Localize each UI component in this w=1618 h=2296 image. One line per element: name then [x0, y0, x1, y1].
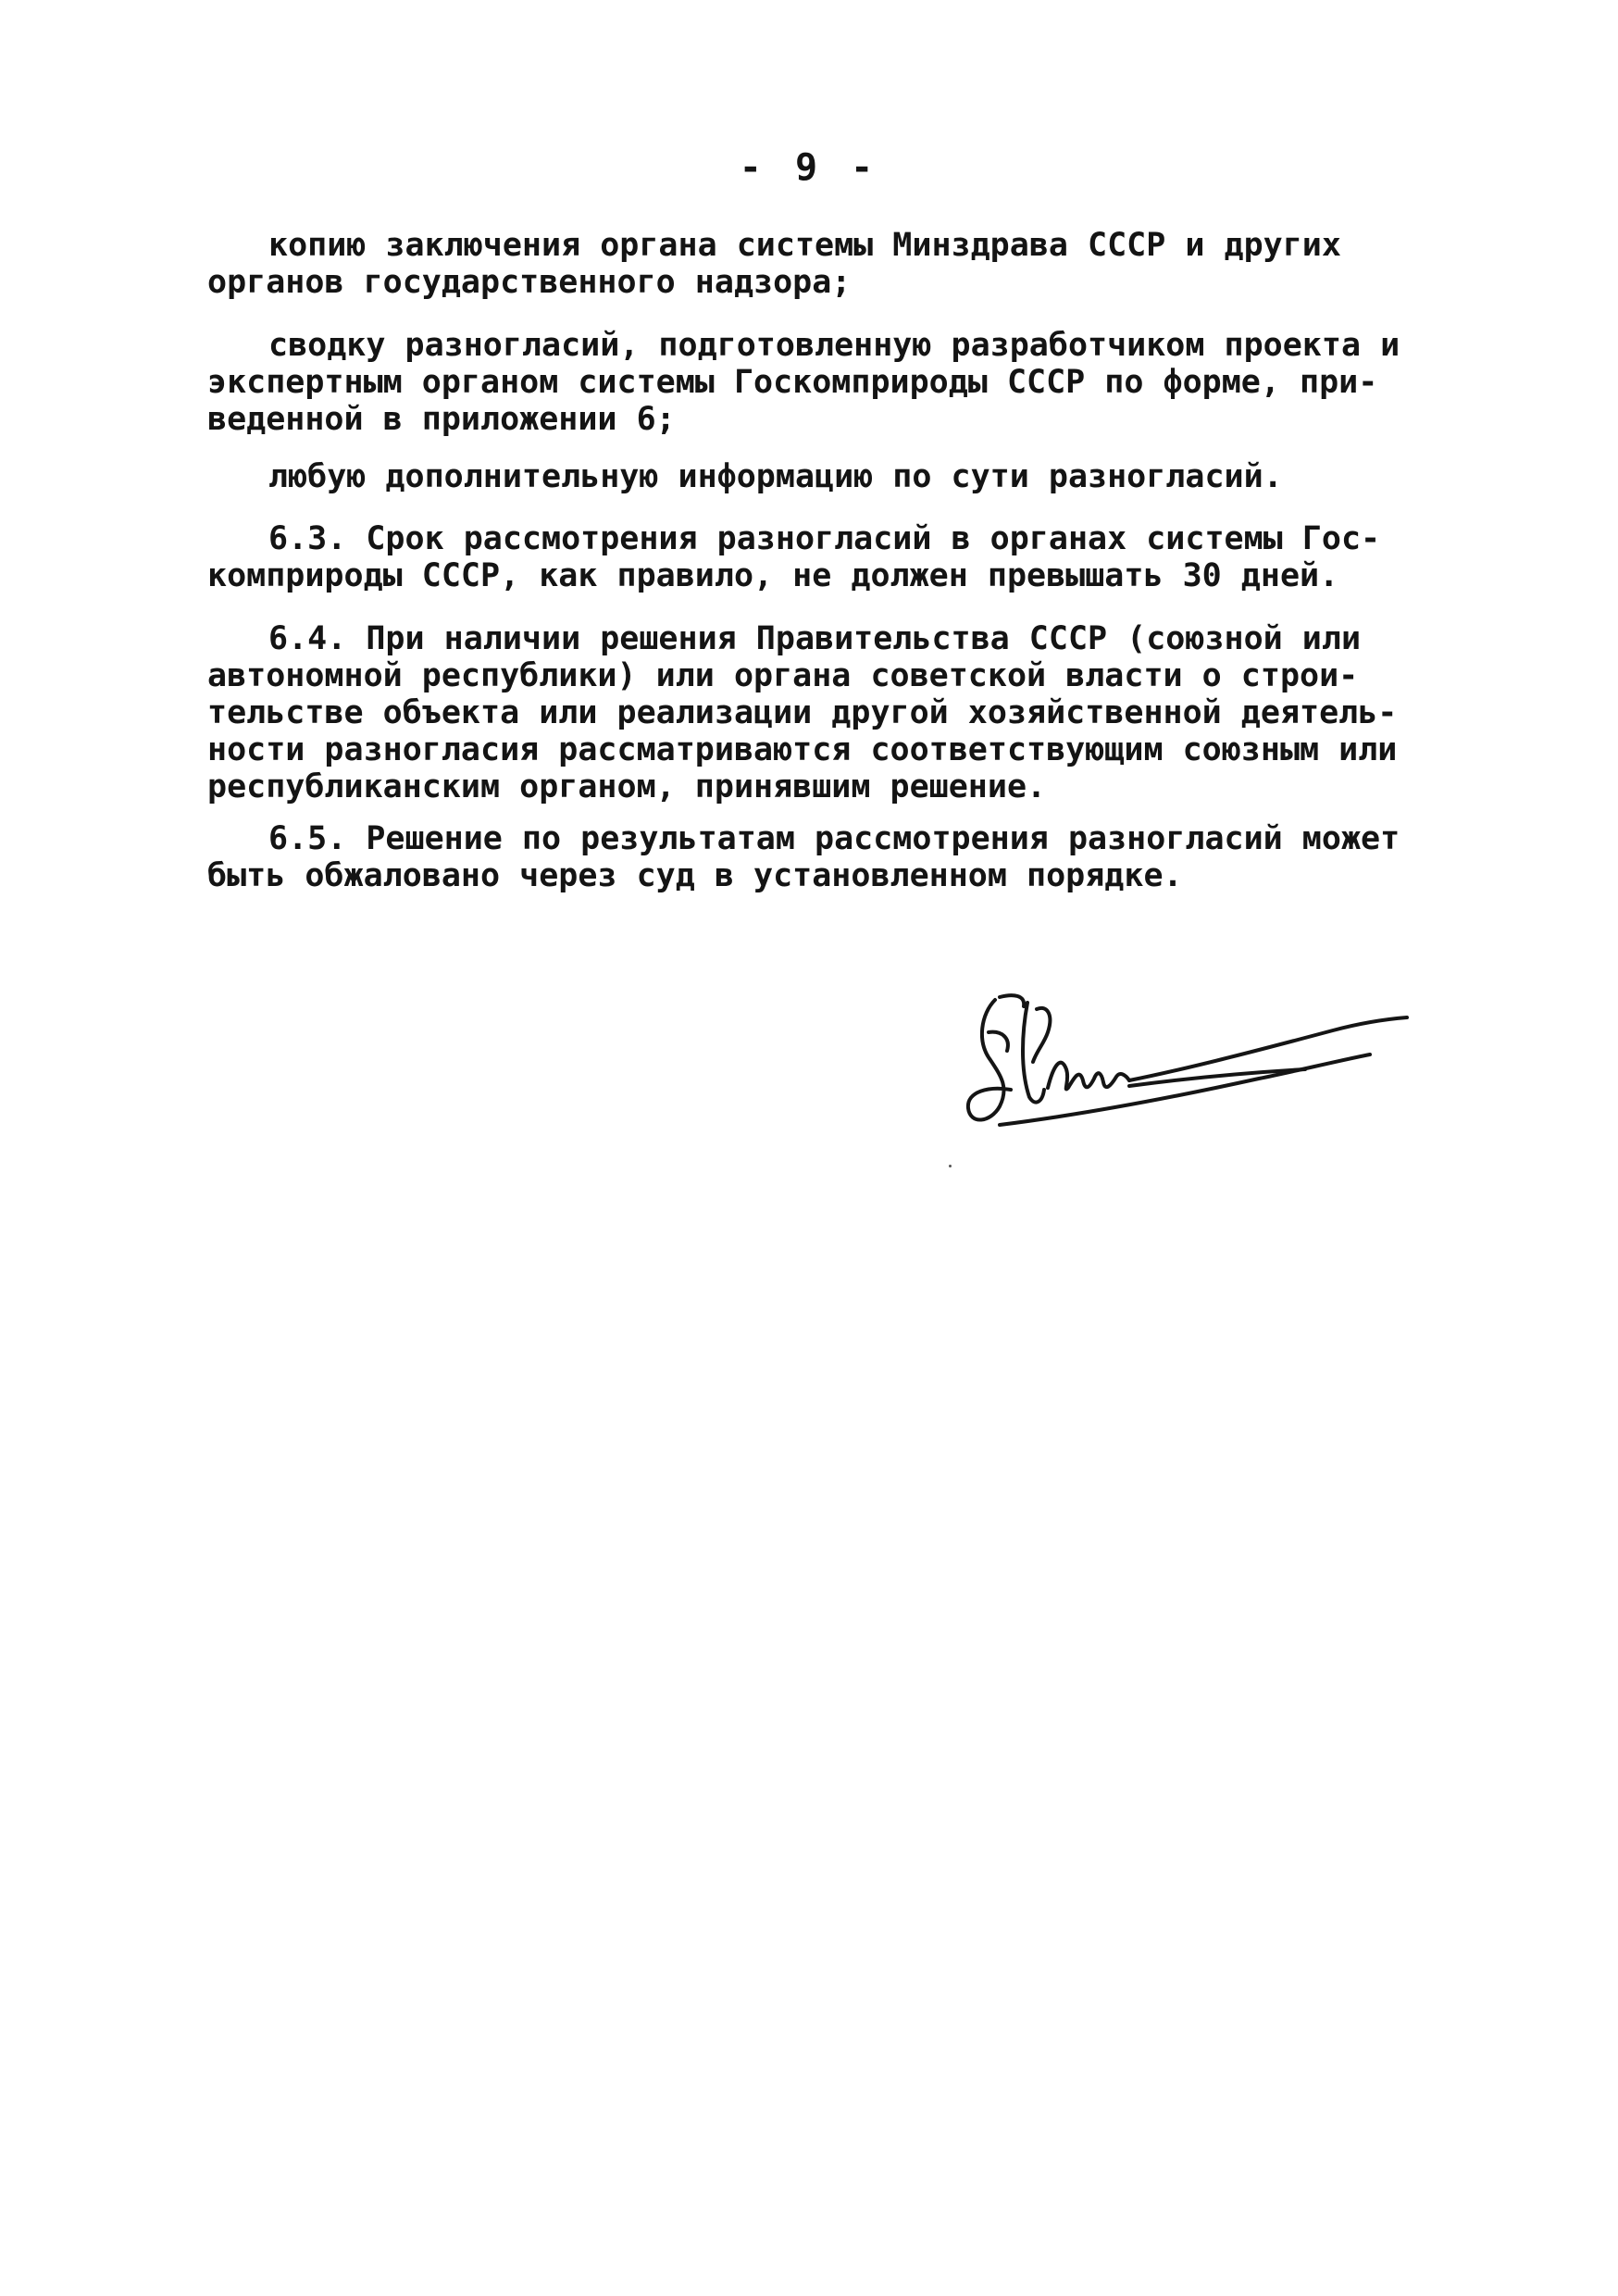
text-line: комприроды СССР, как правило, не должен превышать 30 дней. — [207, 557, 1339, 594]
text-line: экспертным органом системы Госкомприроды СССР по форме, при- — [207, 364, 1378, 401]
paragraph-disagreements-summary — [207, 327, 1438, 438]
paragraph-6-3 — [207, 520, 1438, 594]
text-line: 6.5. Решение по результатам рассмотрения разногласий может — [268, 820, 1400, 857]
page-number: - 9 - — [739, 146, 879, 189]
text-line: веденной в приложении 6; — [207, 401, 676, 438]
text-line: любую дополнительную информацию по сути разногласий. — [268, 458, 1283, 495]
handwritten-signature — [944, 977, 1425, 1153]
text-line: 6.4. При наличии решения Правительства СССР (союзной или — [268, 620, 1362, 657]
paragraph-additional-info — [207, 458, 1438, 495]
text-line: быть обжаловано через суд в установленном порядке. — [207, 857, 1183, 894]
text-line: республиканским органом, принявшим решение. — [207, 768, 1047, 805]
text-line: ности разногласия рассматриваются соответствующим союзным или — [207, 731, 1398, 768]
text-line: сводку разногласий, подготовленную разработчиком проекта и — [268, 327, 1400, 364]
text-line: тельстве объекта или реализации другой хозяйственной деятель- — [207, 694, 1398, 731]
text-line: 6.3. Срок рассмотрения разногласий в органах системы Гос- — [268, 520, 1381, 557]
text-line: автономной республики) или органа советской власти о строи- — [207, 657, 1359, 694]
paragraph-conclusion-copy — [207, 227, 1438, 301]
paragraph-6-5 — [207, 820, 1438, 894]
text-line: органов государственного надзора; — [207, 264, 852, 301]
text-line: копию заключения органа системы Минздрава СССР и других — [268, 227, 1341, 264]
scan-speck — [949, 1165, 952, 1167]
paragraph-6-4 — [207, 620, 1438, 805]
